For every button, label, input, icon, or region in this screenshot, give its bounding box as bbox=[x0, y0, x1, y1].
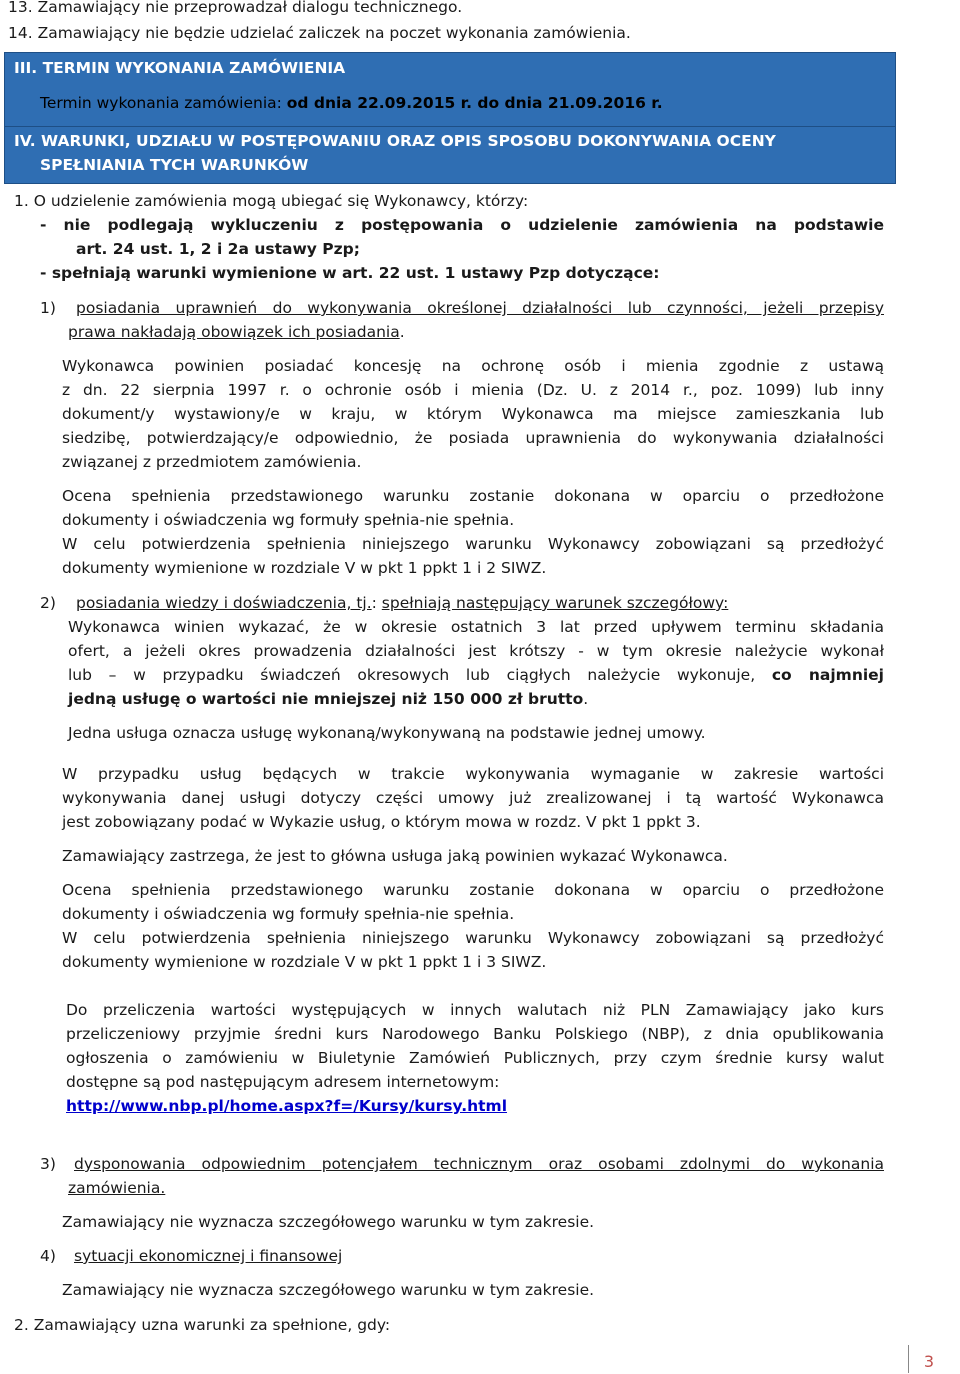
c2-eval-4: dokumenty wymienione w rozdziale V w pkt 1 ppkt 1 i 3 SIWZ. bbox=[62, 953, 547, 971]
c1-text-1: Wykonawca powinien posiadać koncesję na ochronę osób i mienia zgodnie z ustawą bbox=[62, 357, 884, 375]
point-2: 2. Zamawiający uzna warunki za spełnione, gdy: bbox=[14, 1316, 391, 1334]
list-item-14: 14. Zamawiający nie będzie udzielać zaliczek na poczet wykonania zamówienia. bbox=[8, 24, 631, 42]
c1-eval-3: W celu potwierdzenia spełnienia niniejszego warunku Wykonawcy zobowiązani są przedłożyć bbox=[62, 535, 884, 553]
c1-eval-2: dokumenty i oświadczenia wg formuły spełnia-nie spełnia. bbox=[62, 511, 515, 529]
section-4-title-line2: SPEŁNIANIA TYCH WARUNKÓW bbox=[40, 156, 309, 174]
section-4-title-line1: IV. WARUNKI, UDZIAŁU W POSTĘPOWANIU ORAZ OPIS SPOSOBU DOKONYWANIA OCENY bbox=[14, 132, 776, 150]
condition-1-title-line1: posiadania uprawnień do wykonywania określonej działalności lub czynności, jeżeli przepisy bbox=[76, 299, 884, 317]
footer-divider bbox=[908, 1345, 909, 1373]
c1-text-5: związanej z przedmiotem zamówienia. bbox=[62, 453, 362, 471]
c2-currency-4: dostępne są pod następującym adresem internetowym: bbox=[66, 1073, 500, 1091]
condition-2-title-part2: spełniają następujący warunek szczegółowy: bbox=[381, 594, 729, 612]
c2-text-3b: co najmniej bbox=[771, 666, 884, 684]
c2-eval-2: dokumenty i oświadczenia wg formuły spełnia-nie spełnia. bbox=[62, 905, 515, 923]
c1-text-3: dokument/y wystawiony/e w kraju, w którym Wykonawca ma miejsce zamieszkania lub bbox=[62, 405, 884, 423]
nbp-rates-link[interactable]: http://www.nbp.pl/home.aspx?f=/Kursy/kursy.html bbox=[66, 1097, 508, 1115]
condition-3-note: Zamawiający nie wyznacza szczegółowego warunku w tym zakresie. bbox=[62, 1213, 595, 1231]
condition-4-note: Zamawiający nie wyznacza szczegółowego warunku w tym zakresie. bbox=[62, 1281, 595, 1299]
c1-text-4: siedzibę, potwierdzający/e odpowiednio, że posiada uprawnienia do wykonywania działalności bbox=[62, 429, 884, 447]
condition-2-number: 2) bbox=[40, 594, 56, 612]
condition-1-title-line2: prawa nakładają obowiązek ich posiadania bbox=[68, 323, 400, 341]
condition-3-number: 3) bbox=[40, 1155, 56, 1173]
term-row bbox=[40, 92, 663, 114]
point-1-intro: 1. O udzielenie zamówienia mogą ubiegać się Wykonawcy, którzy: bbox=[14, 192, 529, 210]
c2-text-3 bbox=[68, 664, 884, 686]
c2-value-requirement: jedną usługę o wartości nie mniejszej niż 150 000 zł brutto bbox=[68, 690, 584, 708]
point-1-bullet-1-line1: - nie podlegają wykluczeniu z postępowania o udzielenie zamówienia na podstawie bbox=[40, 216, 884, 234]
c2-one-service: Jedna usługa oznacza usługę wykonaną/wykonywaną na podstawie jednej umowy. bbox=[68, 724, 706, 742]
c1-eval-4: dokumenty wymienione w rozdziale V w pkt 1 ppkt 1 i 2 SIWZ. bbox=[62, 559, 547, 577]
c1-eval-1: Ocena spełnienia przedstawionego warunku zostanie dokonana w oparciu o przedłożone bbox=[62, 487, 884, 505]
c2-currency-2: przeliczeniowy przyjmie średni kurs Narodowego Banku Polskiego (NBP), z dnia opublikowania bbox=[66, 1025, 884, 1043]
condition-1-title-end: . bbox=[399, 323, 405, 341]
c2-text-4 bbox=[68, 688, 588, 710]
c2-reserve: Zamawiający zastrzega, że jest to główna usługa jaką powinien wykazać Wykonawca. bbox=[62, 847, 728, 865]
section-3-title: III. TERMIN WYKONANIA ZAMÓWIENIA bbox=[14, 59, 346, 77]
c2-text-1: Wykonawca winien wykazać, że w okresie ostatnich 3 lat przed upływem terminu składania bbox=[68, 618, 884, 636]
c2-text-4-end: . bbox=[583, 690, 589, 708]
condition-2-title bbox=[76, 592, 728, 614]
condition-2-title-part1: posiadania wiedzy i doświadczenia, tj. bbox=[76, 594, 372, 612]
c2-ongoing-1: W przypadku usług będących w trakcie wykonywania wymaganie w zakresie wartości bbox=[62, 765, 884, 783]
c2-currency-3: ogłoszenia o zamówieniu w Biuletynie Zamówień Publicznych, przy czym średnie kursy walut bbox=[66, 1049, 884, 1067]
condition-1-number: 1) bbox=[40, 299, 56, 317]
condition-4-number: 4) bbox=[40, 1247, 56, 1265]
point-1-bullet-1-line2: art. 24 ust. 1, 2 i 2a ustawy Pzp; bbox=[76, 240, 360, 258]
c2-eval-1: Ocena spełnienia przedstawionego warunku zostanie dokonana w oparciu o przedłożone bbox=[62, 881, 884, 899]
condition-3-title-line1: dysponowania odpowiednim potencjałem technicznym oraz osobami zdolnymi do wykonania bbox=[74, 1155, 884, 1173]
condition-3-title-line2: zamówienia. bbox=[68, 1179, 166, 1197]
c2-currency-1: Do przeliczenia wartości występujących w innych walutach niż PLN Zamawiający jako kurs bbox=[66, 1001, 884, 1019]
condition-4-title: sytuacji ekonomicznej i finansowej bbox=[74, 1247, 343, 1265]
page-number: 3 bbox=[923, 1352, 934, 1371]
list-item-13: 13. Zamawiający nie przeprowadzał dialogu technicznego. bbox=[8, 0, 463, 16]
c1-text-2: z dn. 22 sierpnia 1997 r. o ochronie osób i mienia (Dz. U. z 2014 r., poz. 1099) lub inny bbox=[62, 381, 884, 399]
condition-1-title-line2-row bbox=[68, 321, 405, 343]
c2-text-2: ofert, a jeżeli okres prowadzenia działalności jest krótszy - w tym okresie należycie wykonał bbox=[68, 642, 884, 660]
c2-eval-3: W celu potwierdzenia spełnienia niniejszego warunku Wykonawcy zobowiązani są przedłożyć bbox=[62, 929, 884, 947]
term-value: od dnia 22.09.2015 r. do dnia 21.09.2016 r. bbox=[286, 94, 663, 112]
term-label: Termin wykonania zamówienia: bbox=[40, 94, 287, 112]
c2-ongoing-3: jest zobowiązany podać w Wykazie usług, o którym mowa w rozdz. V pkt 1 ppkt 3. bbox=[62, 813, 701, 831]
c2-ongoing-2: wykonywania danej usługi dotyczy części umowy już zrealizowanej i tą wartość Wykonawca bbox=[62, 789, 884, 807]
c2-text-3a: lub – w przypadku świadczeń okresowych lub ciągłych należycie wykonuje, bbox=[68, 666, 772, 684]
point-1-bullet-2: - spełniają warunki wymienione w art. 22 ust. 1 ustawy Pzp dotyczące: bbox=[40, 264, 660, 282]
condition-2-title-sep: : bbox=[371, 594, 382, 612]
